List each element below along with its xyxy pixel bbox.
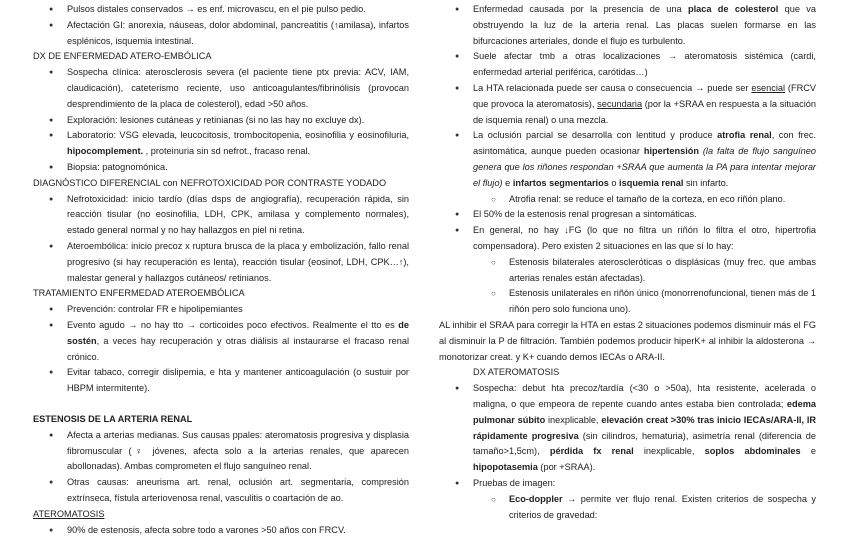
text-run: Estenosis unilaterales en riñón único (monorrenofuncional, tienen más de 1 riñón pero solo funciona uno). (509, 288, 816, 315)
text-run: Sospecha: debut hta precoz/tardía (<30 o >50a), hta resistente, acelerada o maligna, o que empeora de repente cuando antes estaba bien controlada; (473, 383, 816, 409)
text-run: secundaria (597, 98, 643, 109)
item-nefrotoxicidad (33, 192, 409, 239)
text-run: Ateroembólica: inicio precoz x ruptura brusca de la placa y embolización, fallo renal progresivo (si hay recuperación es lenta), reacción tisular (eosinof, LDH, CPK…↑), malestar general y hallazgos cutáneos/ retinianos. (67, 240, 409, 283)
text-run: isquemia renal (619, 177, 684, 188)
item-biopsia (33, 160, 409, 176)
heading-estenosis (33, 412, 409, 428)
text-run: Otras causas: aneurisma art. renal, oclusión art. segmentaria, compresión extrínseca, fístula arteriovenosa renal, vasculitis o coartación de ao. (67, 477, 409, 503)
text-run: Prevención: controlar FR e hipolipemiantes (67, 304, 243, 315)
text-run: Nefrotoxicidad: inicio tardío (días dsps de angiografía), recuperación rápida, sin reacción tisular (no eosinofilia, LDH, CPK, amilasa y complemento normales), estado general normal y no hay hallazgos en piel ni retina. (67, 193, 409, 236)
text-run: La HTA relacionada puede ser causa o consecuencia → puede ser (473, 82, 752, 93)
heading-dx-enfermedad (33, 49, 409, 65)
item-evitar-tabaco (33, 365, 409, 397)
text-run: (por la +SRAA en respuesta a la situación de isquemia renal) o una mezcla. (473, 98, 816, 125)
item-pruebas-imagen (439, 476, 816, 492)
text-run: que va obstruyendo la luz de la arteria renal. Las placas suelen formarse en las bifurcaciones arteriales, donde el flujo es turbulento. (473, 4, 816, 46)
text-run: TRATAMIENTO ENFERMEDAD ATEROEMBÓLICA (33, 288, 245, 299)
text-run: DX ATEROMATOSIS (473, 367, 560, 378)
text-run: soplos abdominales (704, 446, 801, 457)
text-run: elevación creat >30% tras inicio IECAs/ARA-II, IR rápidamente progresiva (473, 414, 817, 441)
text-run: Evitar tabaco, corregir dislipemia, e hta y mantener anticoagulación (o sustuir por HBPM intermitente). (67, 367, 409, 394)
text-run: hipocomplement. (67, 146, 144, 157)
item-50-estenosis (439, 207, 816, 223)
text-run: hipopotasemia (473, 462, 538, 473)
heading-tratamiento (33, 286, 409, 302)
item-90-estenosis (33, 523, 409, 539)
item-exploracion (33, 113, 409, 129)
text-run: 90% de estenosis, afecta sobre todo a varones >50 años con FRCV. (67, 524, 346, 535)
text-run: DIAGNÓSTICO DIFERENCIAL con NEFROTOXICIDAD POR CONTRASTE YODADO (33, 177, 387, 188)
text-run: DX DE ENFERMEDAD ATERO-EMBÓLICA (33, 51, 212, 62)
text-run: hipertensión (643, 146, 699, 157)
text-run: Enfermedad causada por la presencia de una (473, 4, 688, 14)
text-run: Evento agudo → no hay tto → corticoides poco efectivos. Realmente el tto es (67, 319, 399, 330)
item-pulsos (33, 2, 409, 18)
text-run: permite ver flujo renal. Existen criterios de sospecha y criterios de gravedad: (509, 493, 817, 520)
text-run: e (800, 446, 816, 457)
heading-dx-ateromatosis (439, 365, 816, 381)
text-run: AL inhibir el SRAA para corregir la HTA en estas 2 situaciones podemos disminuir más el FG al disminuir la P de filtración. También podemos producir hiperK+ al inhibir la aldosterona → monotorizar creat. y K+ cuando demos IECAs o ARA-II. (439, 319, 816, 362)
right-column (439, 2, 816, 523)
heading-dx-diferencial (33, 176, 409, 192)
text-run: Suele afectar tmb a otras localizaciones → ateromatosis sistémica (cardi, enfermedad arterial periférica, carótidas…) (473, 51, 816, 78)
item-oclusion-parcial (439, 128, 816, 191)
item-ateroembolia (33, 239, 409, 286)
left-column (33, 2, 409, 538)
text-run: (la falta de flujo sanguíneo genera que los riñones respondan +SRAA que aumenta la PA para intentar mejorar el flujo) (473, 146, 816, 188)
item-otras-causas (33, 475, 409, 507)
text-run: (FRCV que provoca la ateromatosis), (473, 82, 817, 109)
text-run: e (502, 177, 513, 188)
para-al-inhibir (439, 318, 816, 365)
item-en-general (439, 223, 816, 255)
text-run: Exploración: lesiones cutáneas y retinianas (si no las hay no excluye dx). (67, 114, 365, 125)
text-run: sin infarto. (683, 177, 729, 188)
text-run: (sin cilindros, hematuria), asimetría renal (diferencia de tamaño>1,5cm), (473, 430, 817, 457)
text-run: ESTENOSIS DE LA ARTERIA RENAL (33, 413, 193, 424)
text-run: inexplicable, (633, 446, 705, 457)
text-run: Afecta a arterias medianas. Sus causas ppales: ateromatosis progresiva y displasia fibromuscular (♀ jóvenes, afecta solo a la arterias renales, que aparecen abollonadas). Ambas comprometen el flujo sanguíneo renal. (67, 429, 409, 472)
text-run: Biopsia: patognomónica. (67, 161, 168, 172)
item-sospecha-clinica (33, 65, 409, 112)
item-suele-afectar (439, 49, 816, 81)
heading-ateromatosis (33, 507, 409, 523)
subitem-eco-doppler (439, 492, 816, 524)
text-run: inexplicable, (545, 414, 602, 425)
text-run: En general, no hay ↓FG (lo que no filtra un riñón lo filtra el otro, hipertrofia compensadora). Pero existen 2 situaciones en las que sí lo hay: (473, 225, 816, 251)
gap-1 (33, 397, 409, 412)
text-run: de sostén (67, 319, 409, 346)
text-run: , con frec. asintomática, aunque pueden ocasionar (473, 130, 816, 157)
text-run: pérdida fx renal (549, 446, 634, 457)
text-run: placa de colesterol (687, 4, 779, 14)
text-run: Sospecha clínica: aterosclerosis severa (el paciente tiene ptx previa: ACV, IAM, claudicación), cateterismo reciente, uso anticoagulantes/fibrinólisis (provocan desprendimiento de la placa de colesterol), edad >50 años. (67, 67, 409, 109)
item-afectacion-gi (33, 18, 409, 50)
text-run: Estenosis bilaterales ateroscleróticas o displásicas (muy frec. que ambas arterias renales están afectadas). (509, 256, 816, 283)
text-run: Pulsos distales conservados → es enf. microvascu, en el pie pulso pedio. (67, 4, 366, 14)
subitem-estenosis-unilaterales (439, 286, 816, 318)
text-run: Pruebas de imagen: (473, 477, 556, 488)
item-evento-agudo (33, 318, 409, 365)
text-run: edema pulmonar súbito (473, 398, 816, 425)
text-run: atrofia renal (717, 130, 772, 141)
item-hta-relacionada (439, 81, 816, 128)
text-run: La oclusión parcial se desarrolla con lentitud y produce (473, 130, 718, 141)
text-run: esencial (751, 82, 786, 93)
item-prevencion (33, 302, 409, 318)
text-run: Afectación GI: anorexia, náuseas, dolor abdominal, pancreatitis (↑amilasa), infartos esplénicos, isquemia intestinal. (67, 19, 409, 46)
text-run: El 50% de la estenosis renal progresan a sintomáticas. (473, 209, 697, 220)
text-run: , a veces hay recuperación y otras diálisis al instaurarse el fracaso renal crónico. (67, 335, 409, 362)
item-sospecha-debut (439, 381, 816, 476)
text-run: Atrofia renal: se reduce el tamaño de la corteza, en eco riñón plano. (509, 193, 786, 204)
text-run: (por +SRAA). (537, 462, 596, 473)
text-run: o (608, 177, 620, 188)
text-run: ATEROMATOSIS (33, 508, 105, 519)
text-run: Laboratorio: VSG elevada, leucocitosis, trombocitopenia, eosinofilia y eosinofiluria, (67, 130, 409, 141)
item-enfermedad-causada (439, 2, 816, 49)
subitem-atrofia-renal (439, 192, 816, 208)
item-laboratorio (33, 128, 409, 160)
subitem-estenosis-bilaterales (439, 255, 816, 287)
item-afecta-arterias (33, 428, 409, 475)
text-run: Eco-doppler → (509, 493, 577, 504)
text-run: , proteinuria sin sd nefrot., fracaso renal. (143, 146, 311, 157)
text-run: infartos segmentarios (512, 177, 609, 188)
